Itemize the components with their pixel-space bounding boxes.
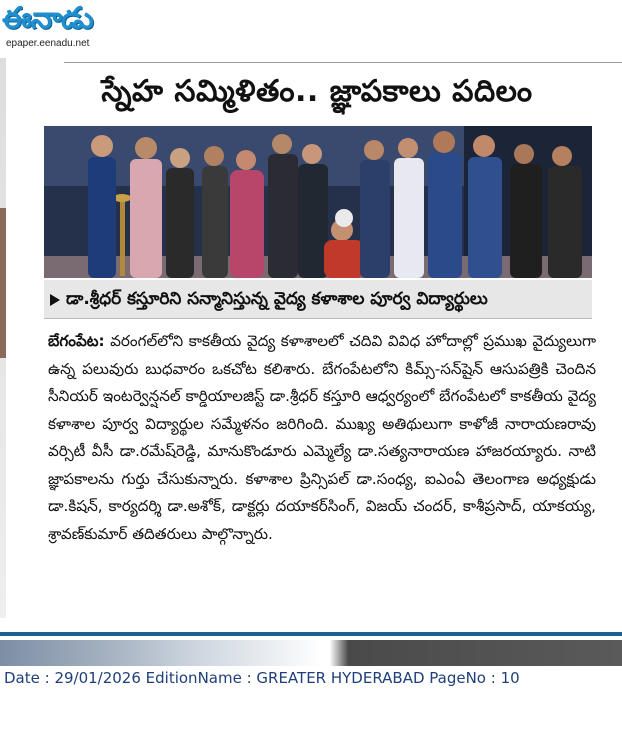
- article-dateline: బేగంపేట:: [48, 332, 105, 350]
- photo-caption-bar: [44, 280, 592, 319]
- event-photo-illustration: [44, 126, 592, 278]
- page-divider: [0, 632, 622, 636]
- article-headline: స్నేహ సమ్మిళితం.. జ్ఞాపకాలు పదిలం: [101, 74, 533, 109]
- adjacent-column-edge: [0, 58, 6, 618]
- edition-info: Date : 29/01/2026 EditionName : GREATER HYDERABAD PageNo : 10: [4, 669, 520, 687]
- caption-marker-icon: [50, 294, 60, 306]
- photo-caption: డా.శ్రీధర్ కస్తూరిని సన్మానిస్తున్న వైద్య కళాశాల పూర్వ విద్యార్థులు: [66, 289, 488, 309]
- site-url: epaper.eenadu.net: [6, 38, 90, 49]
- event-photo: [44, 126, 592, 278]
- clipping-top-edge: [64, 56, 622, 63]
- logo-wordmark: ఈనాడు: [2, 1, 93, 36]
- next-article-strip: [0, 640, 622, 666]
- article-body: [48, 328, 596, 548]
- eenadu-logo[interactable]: [2, 2, 142, 50]
- news-clipping: [24, 56, 610, 618]
- adjacent-photo-fragment: [0, 208, 6, 358]
- article-body-text: వరంగల్‌లోని కాకతీయ వైద్య కళాశాలలో చదివి వివిధ హోదాల్లో ప్రముఖ వైద్యులుగా ఉన్న పలువురు బుధవారం ఒకచోట కలిశారు. బేగంపేటలోని కిమ్స్‌-సన్‌షైన్ ఆసుపత్రికి చెందిన సీనియర్ ఇంటర్వెన్షనల్ కార్డియాలజిస్ట్ డా.శ్రీధర్ కస్తూరి ఆధ్వర్యంలో బేగంపేటలో కాకతీయ వైద్య కళాశాల పూర్వ విద్యార్థుల సమ్మేళనం జరిగింది. ముఖ్య అతిథులుగా కాళోజీ నారాయణరావు వర్సిటీ వీసీ డా.రమేష్‌రెడ్డి, మానుకొండూరు ఎమ్మెల్యే డా.సత్యనారాయణ హాజరయ్యారు. నాటి జ్ఞాపకాలను గుర్తు చేసుకున్నారు. కళాశాల ప్రిన్సిపల్ డా.సంధ్య, ఐఎంఏ తెలంగాణ అధ్యక్షుడు డా.కిషన్, కార్యదర్శి డా.అశోక్, డాక్టర్లు దయాకర్‌సింగ్, విజయ్ చందర్, కాశీప్రసాద్, యాకయ్య, శ్రావణ్‌కుమార్ తదితరులు పాల్గొన్నారు.: [48, 332, 597, 543]
